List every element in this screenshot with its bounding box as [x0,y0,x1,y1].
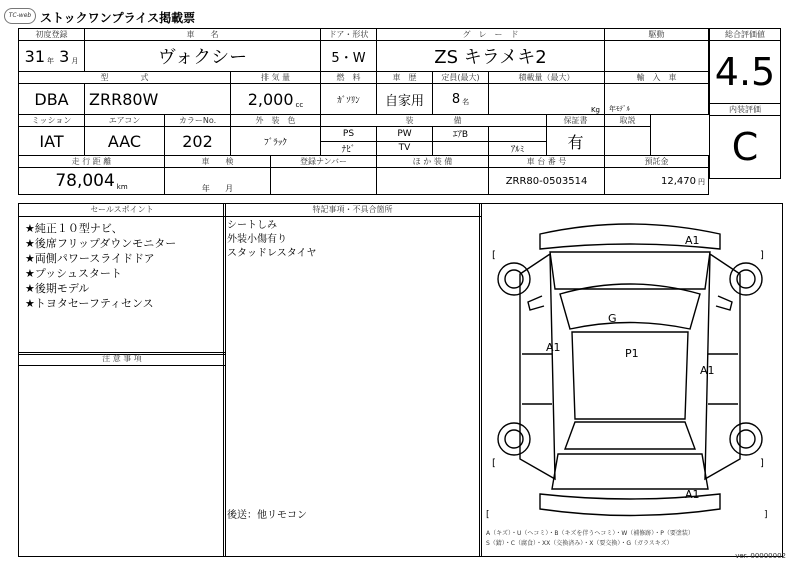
label-manual: 取説 [605,115,651,127]
label-color-no: カラーNo. [165,115,231,127]
chassis-number: ZRR80-0503514 [489,168,605,195]
equip-airbag: ｴｱB [433,127,489,142]
drive [605,41,709,72]
remarks-panel [223,203,482,557]
grade-panel [709,28,781,179]
list-item: ★トヨタセーフティセンス [25,297,154,310]
equip-top-4 [489,127,547,142]
displacement: 2,000 cc [231,84,321,115]
car-diagram [480,204,780,524]
label-grade: グ レ ー ド [377,29,605,41]
spec-table [18,28,709,195]
bracket-rear-left: [ [492,458,496,469]
damage-mark-front: A1 [685,234,700,247]
equip-navi: ﾅﾋﾞ [321,141,377,156]
damage-mark-roof: P1 [625,347,639,360]
door-shape: 5・W [321,41,377,72]
mission: IAT [19,127,85,156]
label-color: 外 装 色 [231,115,321,127]
label-model: 型 式 [19,72,231,84]
list-item: ★純正１０型ナビ、 [25,222,123,235]
label-warranty: 保証書 [547,115,605,127]
legend-line-1: A（キズ）・U（ヘコミ）・B（キズを伴うヘコミ）・W（補修跡）・P（要塗装） [486,530,694,537]
reg-month: 3 [59,46,70,66]
logo: TC-web [4,8,36,24]
model: ZRR80W [85,84,231,115]
color: ﾌﾞﾗｯｸ [231,127,321,156]
sales-points-title: セールスポイント [19,204,225,217]
label-first-registration: 初度登録 [19,29,85,41]
equip-alloy: ｱﾙﾐ [489,141,547,156]
overall-grade: 4.5 [710,41,781,104]
inspection: 年 月 [165,168,271,195]
label-mission: ミッション [19,115,85,127]
label-plate: 登録ナンバー [271,156,377,168]
bracket-front-left: [ [492,250,496,261]
label-interior-grade: 内装評価 [710,104,781,116]
model-prefix: DBA [19,84,85,115]
list-item: 外装小傷有り [227,234,287,245]
equip-tv: TV [377,141,433,156]
version: ver. 00000002 [735,552,786,560]
label-import: 輸 入 車 [605,72,709,84]
sales-points-panel [18,203,226,355]
label-equipment: 装 備 [321,115,547,127]
reg-year: 31 [24,46,46,66]
label-overall-grade: 総合評価値 [710,29,781,41]
capacity: 8 名 [433,84,489,115]
other-equip [377,168,489,195]
label-aircon: エアコン [85,115,165,127]
load: Kg [489,84,605,115]
label-deposit: 預託金 [605,156,709,168]
manual [605,127,651,156]
remarks-list [224,217,481,263]
legend-line-2: S（錆）・C（腐食）・XX（交換済み）・X（要交換）・G（ガラスキズ） [486,540,673,547]
damage-mark-left: A1 [546,341,561,354]
label-inspection: 車 検 [165,156,271,168]
label-capacity: 定員(最大) [433,72,489,84]
damage-diagram-panel [479,203,783,557]
damage-mark-glass: G [608,312,617,325]
notes-title: 注 意 事 項 [19,353,225,366]
first-registration: 31 年 3 月 [19,41,85,72]
history: 自家用 [377,84,433,115]
damage-mark-rear: A1 [685,488,700,501]
bracket-bottom-left: [ [486,510,490,520]
equip-ps: PS [321,127,377,142]
mileage: 78,004 km [19,168,165,195]
damage-mark-right: A1 [700,364,715,377]
label-drive: 駆動 [605,29,709,41]
plate [271,168,377,195]
import: 年ﾓﾃﾞﾙ [605,84,709,115]
notes-panel [18,352,226,557]
list-item: ★後席フリップダウンモニター [25,237,177,250]
bracket-rear-right: ] [760,458,764,469]
list-item: ★両側パワースライドドア [25,252,155,265]
label-chassis: 車 台 番 号 [489,156,605,168]
label-displacement: 排 気 量 [231,72,321,84]
remarks-title: 特記事項・不具合箇所 [224,204,481,217]
fuel: ｶﾞｿﾘﾝ [321,84,377,115]
list-item: ★プッシュスタート [25,267,122,280]
grade: ZS キラメキ2 [377,41,605,72]
label-door: ドア・形状 [321,29,377,41]
list-item: シートしみ [227,220,277,231]
bracket-front-right: ] [760,250,764,261]
bracket-bottom-right: ] [764,510,768,520]
label-fuel: 燃 料 [321,72,377,84]
label-mileage: 走 行 距 離 [19,156,165,168]
label-other-equip: ほ か 装 備 [377,156,489,168]
deposit: 12,470 円 [605,168,709,195]
sales-points-list [19,217,225,315]
list-item: スタッドレスタイヤ [227,248,317,259]
document-title: ストックワンプライス掲載票 [40,11,196,25]
label-history: 車 歴 [377,72,433,84]
warranty: 有 [547,127,605,156]
equip-pw: PW [377,127,433,142]
label-car-name: 車 名 [85,29,321,41]
equip-bottom-3 [433,141,489,156]
label-load: 積載量（最大） [489,72,605,84]
interior-grade: C [710,116,781,179]
remarks-footer: 後送：他リモコン [227,510,307,521]
car-name: ヴォクシー [85,41,321,72]
aircon: AAC [85,127,165,156]
list-item: ★後期モデル [25,282,90,295]
color-no: 202 [165,127,231,156]
